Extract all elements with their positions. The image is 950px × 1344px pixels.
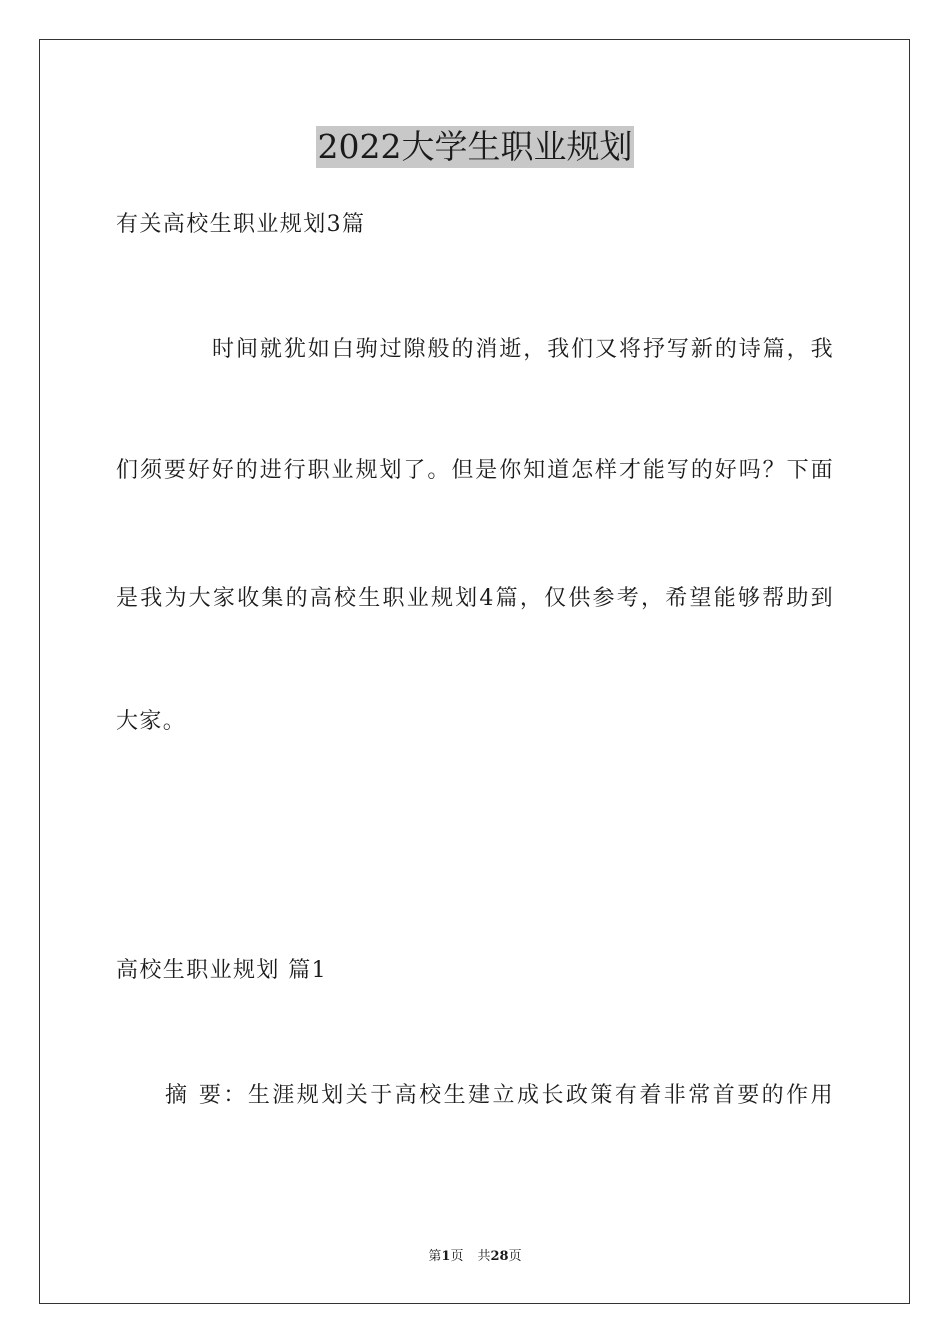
footer-total-pages: 28 — [490, 1249, 509, 1264]
section-heading: 高校生职业规划 篇1 — [116, 958, 327, 983]
title-container — [0, 126, 950, 168]
intro-line-2: 们须要好好的进行职业规划了。但是你知道怎样才能写的好吗？下面 — [116, 458, 834, 483]
abstract-line: 摘 要：生涯规划关于高校生建立成长政策有着非常首要的作用 — [165, 1083, 834, 1108]
intro-line-3: 是我为大家收集的高校生职业规划4篇，仅供参考，希望能够帮助到 — [116, 586, 834, 611]
intro-line-1: 时间就犹如白驹过隙般的消逝，我们又将抒写新的诗篇，我 — [212, 337, 834, 362]
page-footer — [0, 1248, 950, 1266]
document-title: 2022大学生职业规划 — [317, 127, 633, 166]
footer-page-number: 1 — [441, 1249, 451, 1264]
intro-line-4: 大家。 — [116, 709, 187, 734]
document-subtitle: 有关高校生职业规划3篇 — [116, 212, 366, 237]
footer-page-suffix: 页 — [450, 1249, 464, 1264]
footer-total-prefix: 共 — [477, 1249, 491, 1264]
footer-total-suffix: 页 — [508, 1249, 522, 1264]
footer-page-prefix: 第 — [428, 1249, 442, 1264]
